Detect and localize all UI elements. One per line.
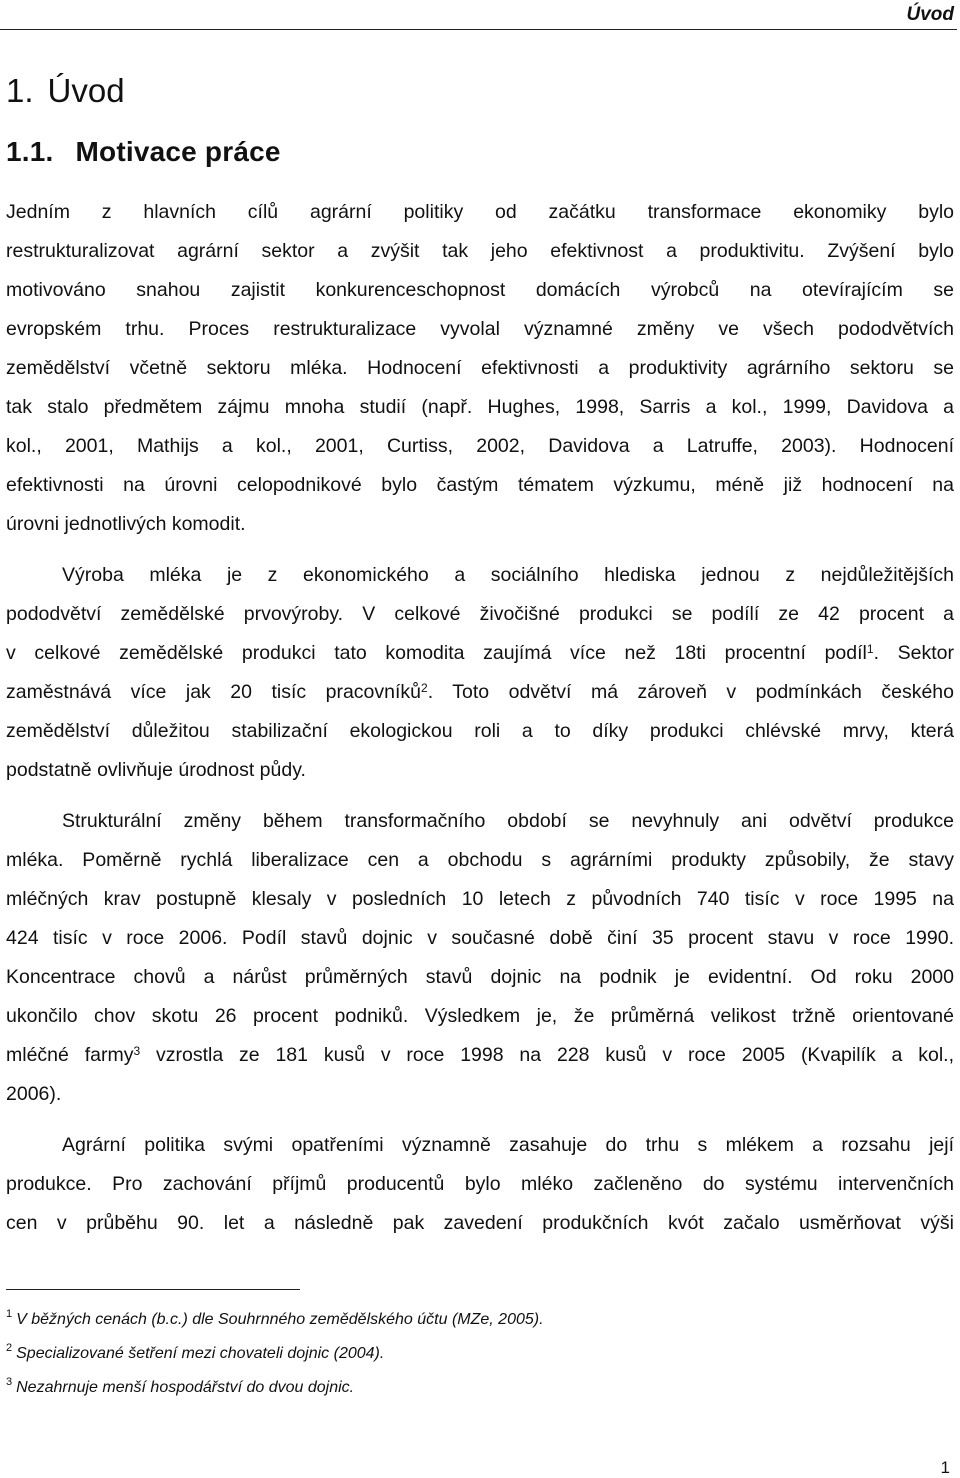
running-header: Úvod (906, 4, 954, 25)
footnote-number: 1 (6, 1308, 13, 1320)
section-title (6, 136, 281, 168)
text-line: 424 tisíc v roce 2006. Podíl stavů dojnic v současné době činí 35 procent stavu v roce 1990. (6, 927, 954, 949)
text-line (6, 634, 954, 673)
text-line: Koncentrace chovů a nárůst průměrných stavů dojnic na podnik je evidentní. Od roku 2000 (6, 966, 954, 988)
text-line: tak stalo předmětem zájmu mnoha studií (např. Hughes, 1998, Sarris a kol., 1999, Davidova a (6, 396, 954, 418)
footnote-ref-2: 2 (421, 681, 428, 695)
text-line: produkce. Pro zachování příjmů producentů bylo mléko začleněno do systému intervenčních (6, 1173, 954, 1195)
section-number: 1.1. (6, 136, 54, 167)
text-line: motivováno snahou zajistit konkurenceschopnost domácích výrobců na otevírajícím se (6, 279, 954, 301)
footnote-1 (6, 1303, 544, 1337)
footnote-separator (6, 1289, 300, 1290)
paragraph-4 (6, 1126, 954, 1243)
text-line: evropském trhu. Proces restrukturalizace vyvolal významné změny ve všech pododvětvích (6, 318, 954, 340)
footnote-2 (6, 1337, 544, 1371)
footnote-3 (6, 1371, 544, 1405)
text-line: podstatně ovlivňuje úrodnost půdy. (6, 759, 306, 781)
text-line: mléčných krav postupně klesaly v posledních 10 letech z původních 740 tisíc v roce 1995 na (6, 888, 954, 910)
paragraph-3 (6, 802, 954, 1114)
text-line (6, 1036, 954, 1075)
paragraph-2 (6, 556, 954, 790)
chapter-title (6, 72, 125, 110)
footnote-text: V běžných cenách (b.c.) dle Souhrnného zemědělského účtu (MZe, 2005). (16, 1311, 544, 1328)
footnote-number: 2 (6, 1342, 13, 1354)
text-segment: . Sektor (873, 642, 954, 664)
text-line: ukončilo chov skotu 26 procent podniků. Výsledkem je, že průměrná velikost tržně orientované (6, 1005, 954, 1027)
page-number: 1 (940, 1458, 950, 1477)
text-line: zemědělství důležitou stabilizační ekologickou roli a to díky produkci chlévské mrvy, která (6, 720, 954, 742)
text-line: kol., 2001, Mathijs a kol., 2001, Curtiss, 2002, Davidova a Latruffe, 2003). Hodnocení (6, 435, 954, 457)
text-line: mléka. Poměrně rychlá liberalizace cen a obchodu s agrárními produkty způsobily, že stavy (6, 849, 954, 871)
chapter-number: 1. (6, 72, 34, 109)
text-line: Strukturální změny během transformačního období se nevyhnuly ani odvětví produkce (62, 810, 954, 832)
footnote-text: Specializované šetření mezi chovateli dojnic (2004). (16, 1345, 385, 1362)
text-segment: v celkové zemědělské produkci tato komodita zaujímá více než 18ti procentní podíl (6, 642, 867, 664)
text-line: restrukturalizovat agrární sektor a zvýšit tak jeho efektivnost a produktivitu. Zvýšení bylo (6, 240, 954, 262)
text-segment: mléčné farmy (6, 1044, 134, 1066)
text-line: efektivnosti na úrovni celopodnikové bylo častým tématem výzkumu, méně již hodnocení na (6, 474, 954, 496)
text-line (6, 673, 954, 712)
text-line: Agrární politika svými opatřeními významně zasahuje do trhu s mlékem a rozsahu její (62, 1134, 954, 1156)
footnote-number: 3 (6, 1376, 13, 1388)
text-line: zemědělství včetně sektoru mléka. Hodnocení efektivnosti a produktivity agrárního sektoru se (6, 357, 954, 379)
text-segment: zaměstnává více jak 20 tisíc pracovníků (6, 681, 422, 703)
text-line: Výroba mléka je z ekonomického a sociálního hlediska jednou z nejdůležitějších (62, 564, 954, 586)
text-segment: vzrostla ze 181 kusů v roce 1998 na 228 kusů v roce 2005 (Kvapilík a kol., (140, 1044, 954, 1066)
text-line: úrovni jednotlivých komodit. (6, 513, 246, 535)
footnote-text: Nezahrnuje menší hospodářství do dvou dojnic. (16, 1379, 355, 1396)
footnote-ref-3: 3 (133, 1044, 141, 1058)
footnotes (6, 1303, 544, 1405)
chapter-title-text: Úvod (47, 72, 125, 109)
text-line: cen v průběhu 90. let a následně pak zavedení produkčních kvót začalo usměrňovat výši (6, 1212, 954, 1234)
section-title-text: Motivace práce (75, 136, 281, 167)
text-line: Jedním z hlavních cílů agrární politiky od začátku transformace ekonomiky bylo (6, 201, 954, 223)
footnote-ref-1: 1 (866, 642, 874, 656)
header-rule (0, 29, 957, 30)
text-line: 2006). (6, 1083, 62, 1105)
paragraph-1 (6, 193, 954, 544)
text-segment: . Toto odvětví má zároveň v podmínkách českého (427, 681, 954, 703)
text-line: pododvětví zemědělské prvovýroby. V celkové živočišné produkci se podílí ze 42 procent a (6, 603, 954, 625)
